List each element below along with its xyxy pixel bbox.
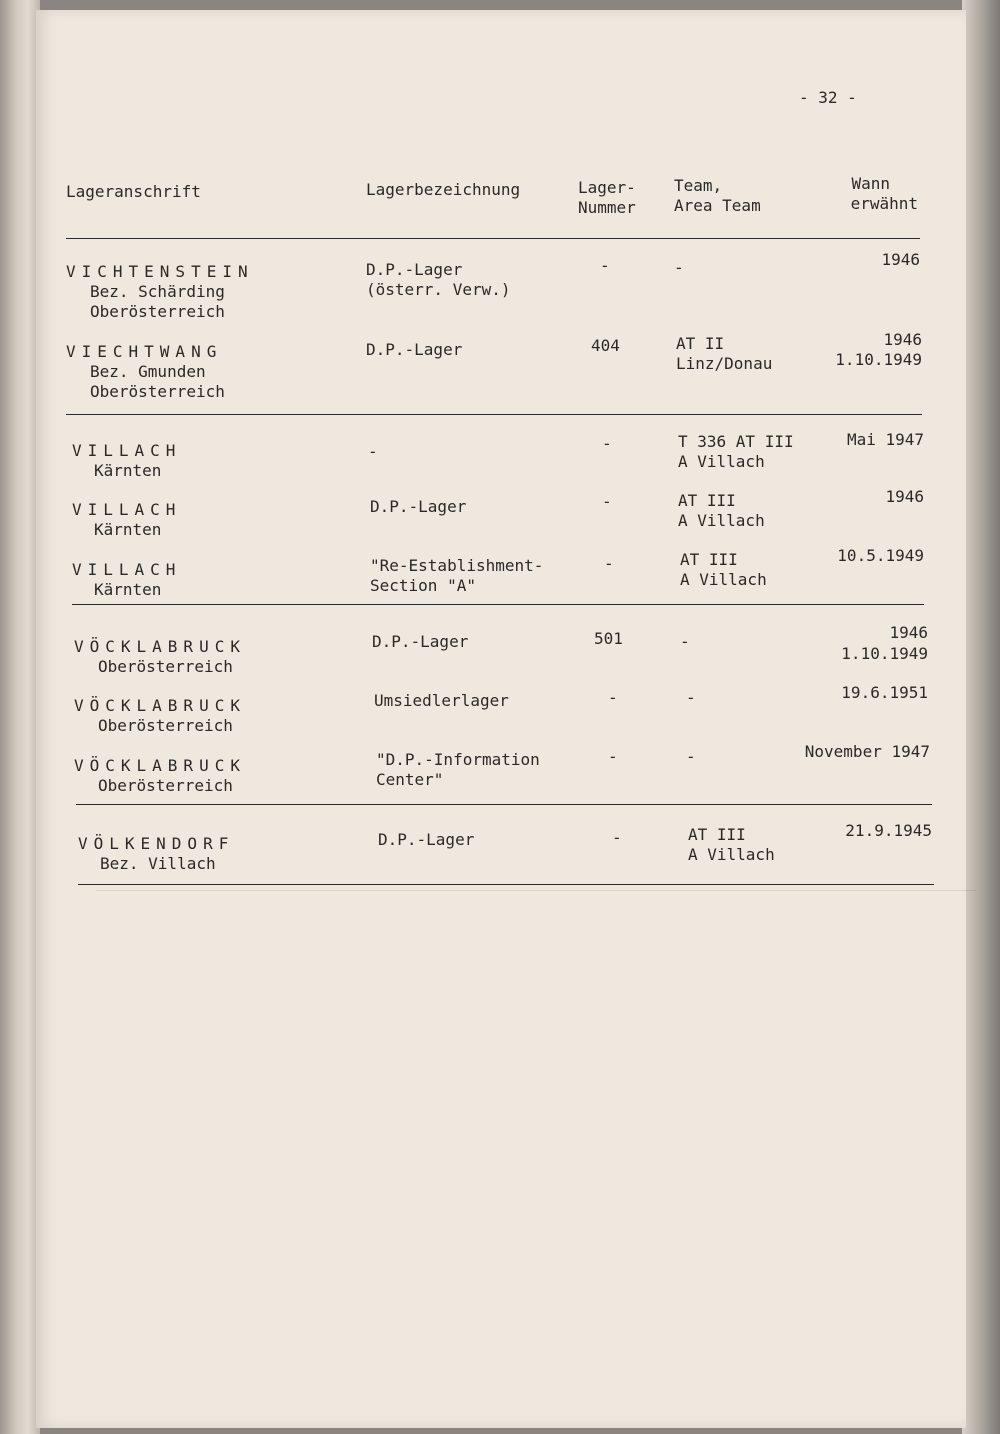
row-place: VÖCKLABRUCK bbox=[74, 696, 246, 715]
row-address: Oberösterreich bbox=[90, 382, 225, 401]
row-team: Linz/Donau bbox=[676, 354, 773, 373]
row-team: T 336 AT III bbox=[678, 432, 794, 451]
row-number: - bbox=[608, 688, 618, 707]
row-address: Kärnten bbox=[94, 520, 162, 539]
row-designation: D.P.-Lager bbox=[366, 260, 463, 279]
row-team: AT III bbox=[688, 825, 746, 844]
row-designation: D.P.-Lager bbox=[372, 632, 469, 651]
row-team: - bbox=[680, 632, 690, 651]
table-end-rule bbox=[78, 884, 934, 885]
row-when: 1946 bbox=[881, 250, 920, 269]
row-when: November 1947 bbox=[804, 742, 930, 761]
section-rule bbox=[76, 804, 932, 805]
row-team: A Villach bbox=[680, 570, 767, 589]
header-mentioned-1: Wann bbox=[851, 174, 890, 193]
section-rule bbox=[66, 414, 922, 415]
header-rule bbox=[66, 238, 920, 239]
row-designation: D.P.-Lager bbox=[378, 830, 475, 849]
header-address: Lageranschrift bbox=[66, 182, 201, 201]
header-mentioned-2: erwähnt bbox=[850, 194, 918, 213]
row-place: VÖCKLABRUCK bbox=[74, 637, 246, 656]
row-designation: "Re-Establishment- bbox=[370, 556, 544, 575]
row-number: - bbox=[608, 747, 618, 766]
row-place: VIECHTWANG bbox=[66, 342, 223, 361]
row-place: VILLACH bbox=[72, 560, 182, 579]
row-number: - bbox=[602, 492, 612, 511]
row-designation: Section "A" bbox=[370, 576, 476, 595]
page-number: - 32 - bbox=[799, 88, 857, 107]
row-designation: D.P.-Lager bbox=[370, 497, 467, 516]
row-when: 21.9.1945 bbox=[845, 821, 932, 840]
row-number: - bbox=[602, 434, 612, 453]
row-team: AT III bbox=[678, 491, 736, 510]
row-place: VICHTENSTEIN bbox=[66, 262, 254, 281]
row-team: - bbox=[686, 747, 696, 766]
row-when: Mai 1947 bbox=[846, 430, 924, 449]
row-address: Kärnten bbox=[94, 580, 162, 599]
row-team: A Villach bbox=[678, 511, 765, 530]
row-number: 501 bbox=[594, 629, 623, 648]
row-when: 10.5.1949 bbox=[837, 546, 924, 565]
row-address: Oberösterreich bbox=[90, 302, 225, 321]
row-designation: D.P.-Lager bbox=[366, 340, 463, 359]
row-when: 1946 bbox=[889, 623, 928, 642]
row-when: 1.10.1949 bbox=[841, 644, 928, 663]
row-designation: - bbox=[368, 442, 378, 461]
header-number-2: Nummer bbox=[578, 198, 636, 217]
row-address: Bez. Gmunden bbox=[90, 362, 206, 381]
row-team: - bbox=[674, 258, 684, 277]
row-place: VILLACH bbox=[72, 441, 182, 460]
header-team-1: Team, bbox=[674, 176, 723, 195]
row-address: Oberösterreich bbox=[98, 657, 233, 676]
header-designation: Lagerbezeichnung bbox=[366, 180, 521, 199]
row-team: A Villach bbox=[678, 452, 765, 471]
header-number-1: Lager- bbox=[578, 178, 636, 197]
bleed-through-texture bbox=[96, 890, 976, 1330]
row-when: 1946 bbox=[883, 330, 922, 349]
row-when: 1.10.1949 bbox=[835, 350, 922, 369]
row-designation: "D.P.-Information bbox=[376, 750, 540, 769]
row-when: 1946 bbox=[885, 487, 924, 506]
row-address: Kärnten bbox=[94, 461, 162, 480]
book-spine bbox=[0, 0, 40, 1434]
row-address: Bez. Schärding bbox=[90, 282, 225, 301]
row-number: - bbox=[612, 828, 622, 847]
header-team-2: Area Team bbox=[674, 196, 761, 215]
row-number: 404 bbox=[591, 336, 620, 355]
row-team: AT III bbox=[680, 550, 738, 569]
row-address: Oberösterreich bbox=[98, 776, 233, 795]
row-designation: (österr. Verw.) bbox=[366, 280, 511, 299]
row-place: VÖCKLABRUCK bbox=[74, 756, 246, 775]
row-when: 19.6.1951 bbox=[841, 683, 928, 702]
row-address: Oberösterreich bbox=[98, 716, 233, 735]
row-number: - bbox=[600, 256, 610, 275]
row-team: A Villach bbox=[688, 845, 775, 864]
row-designation: Umsiedlerlager bbox=[374, 691, 509, 710]
row-place: VÖLKENDORF bbox=[78, 834, 235, 853]
row-number: - bbox=[604, 554, 614, 573]
row-address: Bez. Villach bbox=[100, 854, 216, 873]
row-team: - bbox=[686, 688, 696, 707]
row-place: VILLACH bbox=[72, 500, 182, 519]
row-team: AT II bbox=[676, 334, 725, 353]
row-designation: Center" bbox=[376, 770, 444, 789]
section-rule bbox=[72, 604, 924, 605]
document-page bbox=[36, 10, 966, 1428]
